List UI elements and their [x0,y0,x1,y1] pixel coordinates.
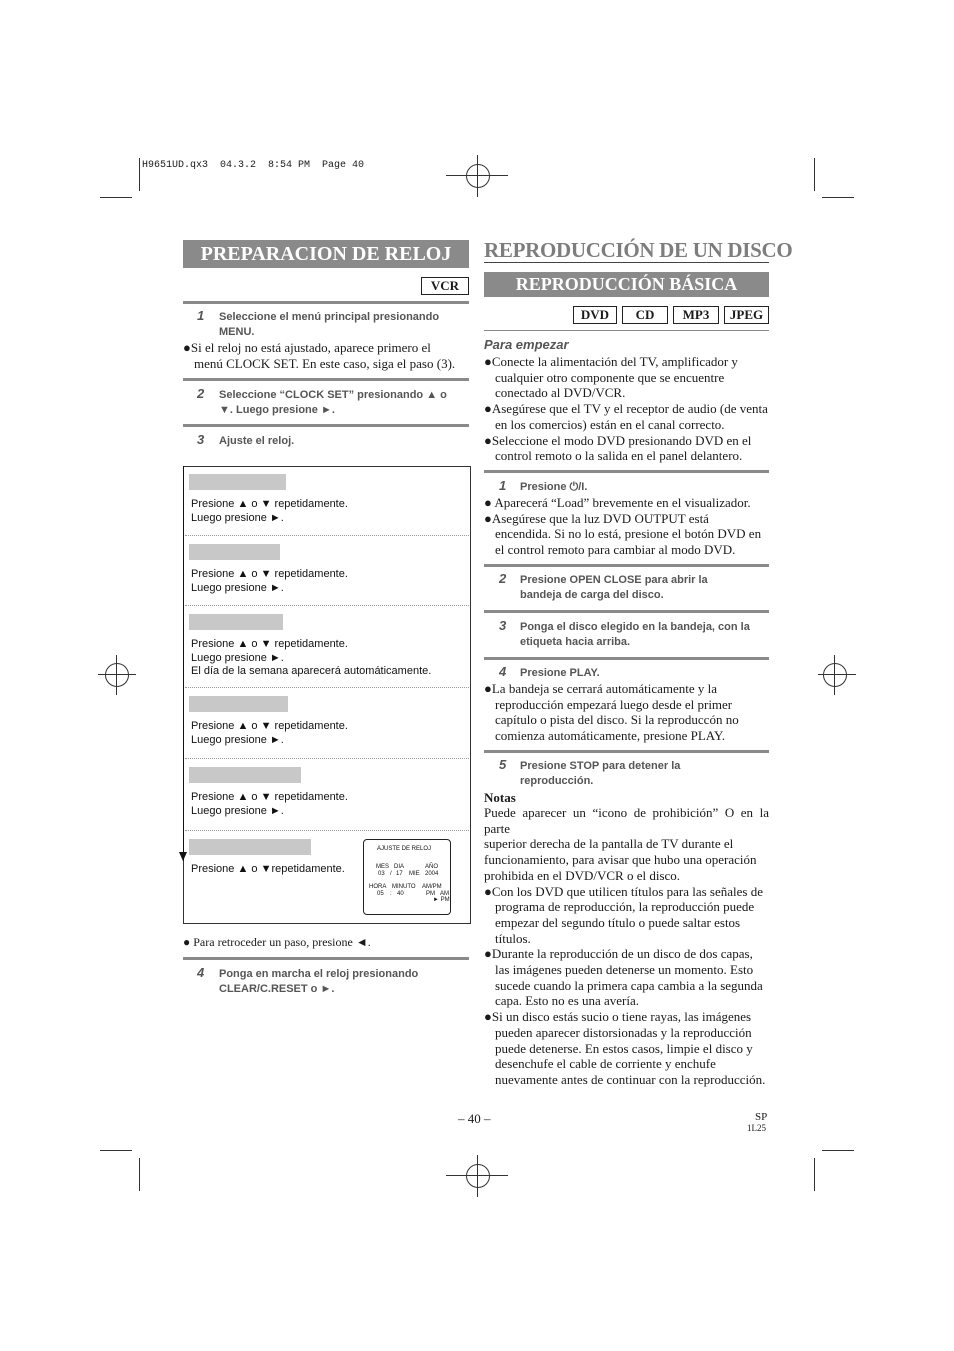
panel-3-label [189,614,283,630]
tv-screen-display: AJUSTE DE RELOJ MES DIA AÑO 03 / 17 MIE 2004 HORA MINUTO AM/PM 05 : 40 PM AM ► PM [363,839,451,915]
right-step-4-number: 4 [499,664,507,679]
panel-2-text: Presione ▲ o ▼ repetidamente. Luego presione ►. [191,568,348,594]
left-step-4-text: Ponga en marcha el reloj presionando CLEAR/C.RESET o ►. [219,968,419,995]
left-step-2-text: Seleccione “CLOCK SET” presionando ▲ o ▼. Luego presione ►. [219,389,447,416]
panel-4-label [189,696,288,712]
panel-6-text: Presione ▲ o ▼repetidamente. [191,863,345,875]
intro-list: ●Conecte la alimentación del TV, amplificador y cualquier otro componente que se encuentre conectado al DVD/VCR. ●Asegúrese que el TV y el receptor de audio (de venta en los comercios) están en el canal correcto. ●Seleccione el modo DVD presionando DVD en el control remoto o la salida en el panel delantero. [484,354,768,464]
right-step-1-number: 1 [499,478,507,493]
model-code: 1L25 [747,1123,766,1133]
mp3-tag: MP3 [673,306,719,324]
notas-content: Puede aparecer un “icono de prohibición” O en la parte superior derecha de la pantalla de TV durante el funcionamiento, para avisar que hubo una operación prohibida en el DVD/VCR o el disco. ●Con los DVD que utilicen títulos para las señales de programa de reproducción, la reproducción puede empezar del segundo título o puede saltar estos títulos. ●Durante la reproducción de un disco de dos capas, las imágenes pueden detenerse un momento. Esto sucede cuando la primera capa cambia a la segunda capa. Esto no es una avería. ●Si un disco estás sucio o tiene rayas, las imágenes pueden aparecer distorsionadas y la reproducción puede detenerse. En estos casos, limpie el disco y desenchufe el cable de corriente y enchufe nuevamente antes de continuar con la reproducción. [484,805,769,1087]
left-step-3-number: 3 [197,432,205,447]
panel-6-label [189,839,311,855]
file-header: H9651UD.qx3 04.3.2 8:54 PM Page 40 [142,160,365,171]
right-step-5-number: 5 [499,757,507,772]
right-step-1-notes: ● Aparecerá “Load” brevemente en el visualizador. ●Asegúrese que la luz DVD OUTPUT está encendida. Si no lo está, presione el botón DVD en el control remoto para cambiar al modo DVD. [484,495,762,558]
para-empezar-heading: Para empezar [484,337,569,352]
registration-mark-bottom [466,1164,490,1188]
right-step-4-text: Presione PLAY. [520,667,600,679]
panel-1-label [189,474,286,490]
left-section-title: PREPARACION DE RELOJ [183,240,469,268]
panel-5-label [189,767,301,783]
right-step-5-text: Presione STOP para detener la reproducción. [520,760,681,787]
panel-3-text: Presione ▲ o ▼ repetidamente. Luego presione ►. El día de la semana aparecerá automáticamente. [191,638,432,677]
right-section-subtitle: REPRODUCCIÓN BÁSICA [484,272,769,297]
panel-4-text: Presione ▲ o ▼ repetidamente. Luego presione ►. [191,720,348,746]
left-step-4-number: 4 [197,965,205,980]
dvd-tag: DVD [573,306,617,324]
left-step-1-text: Seleccione el menú principal presionando MENU. [219,311,440,338]
left-step-1-note: ●Si el reloj no está ajustado, aparece primero el menú CLOCK SET. En este caso, siga el paso (3). [183,340,456,371]
jpeg-tag: JPEG [724,306,769,324]
panel-5-text: Presione ▲ o ▼ repetidamente. Luego presione ►. [191,791,348,817]
language-code: SP [755,1111,768,1123]
registration-mark-left [105,663,129,687]
left-step-2-number: 2 [197,386,205,401]
right-step-2-number: 2 [499,571,507,586]
registration-mark-right [823,663,847,687]
registration-mark-top [466,164,490,188]
right-step-3-number: 3 [499,618,507,633]
arrow-down-icon [179,852,187,861]
right-step-3-text: Ponga el disco elegido en la bandeja, con la etiqueta hacia arriba. [520,621,750,648]
right-section-title: REPRODUCCIÓN DE UN DISCO [484,238,793,262]
panel-1-text: Presione ▲ o ▼ repetidamente. Luego presione ►. [191,498,348,524]
back-note: ● Para retroceder un paso, presione ◄. [183,935,371,949]
left-step-3-text: Ajuste el reloj. [219,435,295,447]
right-step-1-text: Presione ⏻/I. [520,481,588,493]
notas-heading: Notas [484,790,516,805]
page-number: – 40 – [458,1111,491,1126]
right-step-4-note: ●La bandeja se cerrará automáticamente y la reproducción empezará luego desde el primer capítulo o pista del disco. Si la reproduccón no comienza automáticamente, presione PLAY. [484,681,739,744]
vcr-tag: VCR [421,277,469,295]
cd-tag: CD [622,306,668,324]
panel-2-label [189,544,280,560]
left-step-1-number: 1 [197,308,205,323]
right-step-2-text: Presione OPEN CLOSE para abrir la bandeja de carga del disco. [520,574,708,601]
